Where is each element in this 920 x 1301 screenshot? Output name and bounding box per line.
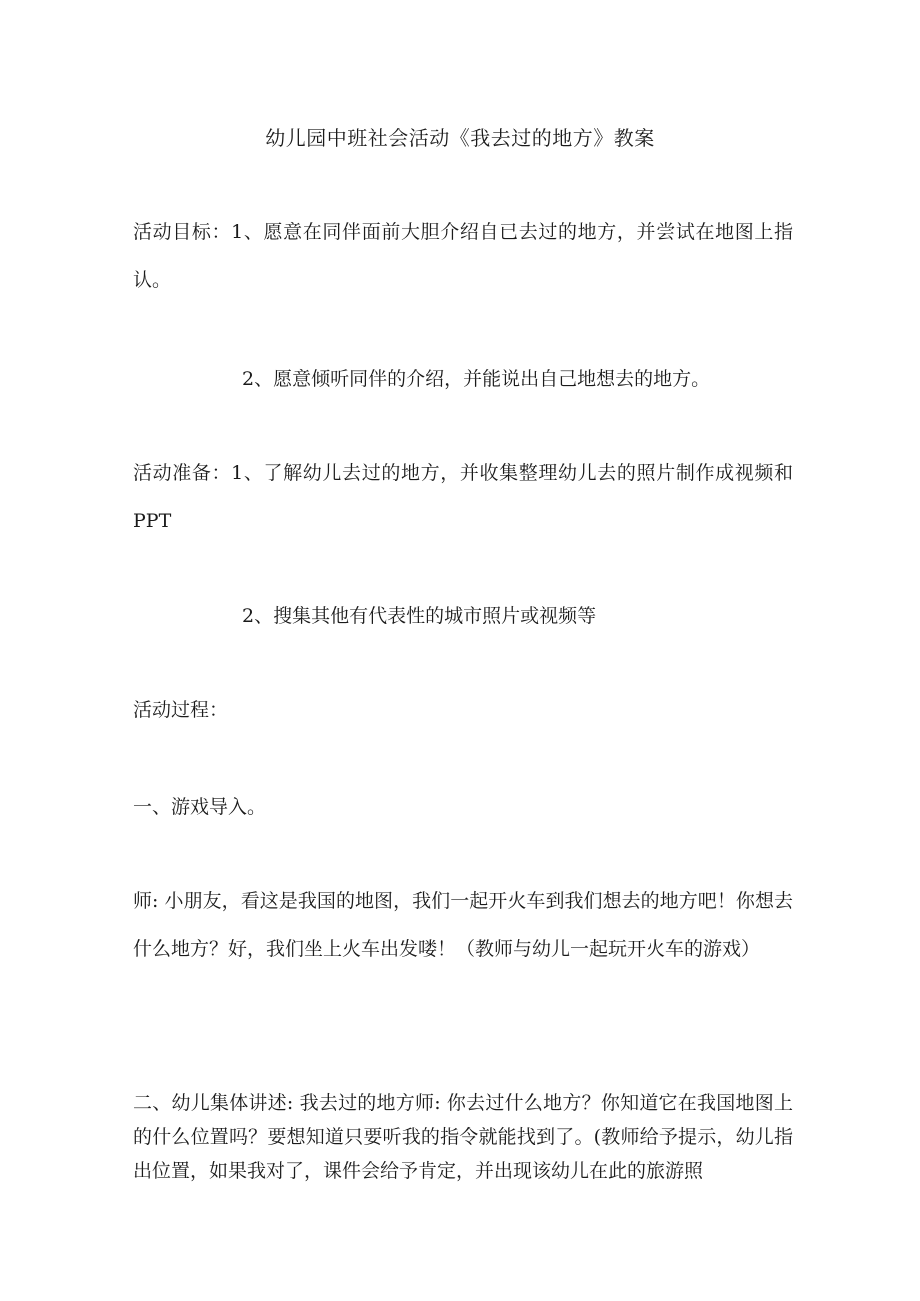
paragraph-activity-process-heading: 活动过程： — [133, 699, 229, 721]
paragraph-activity-prep-1: 活动准备：1、了解幼儿去过的地方，并收集整理幼儿去的照片制作成视频和PPT — [133, 462, 793, 532]
document-title: 幼儿园中班社会活动《我去过的地方》教案 — [265, 126, 655, 150]
section-heading-game-intro: 一、游戏导入。 — [133, 796, 267, 818]
paragraph-activity-prep-2: 2、搜集其他有代表性的城市照片或视频等 — [242, 605, 597, 627]
paragraph-activity-goal-1: 活动目标：1、愿意在同伴面前大胆介绍自已去过的地方，并尝试在地图上指认。 — [133, 221, 793, 291]
paragraph-teacher-intro: 师: 小朋友，看这是我国的地图，我们一起开火车到我们想去的地方吧！你想去什么地方？好，我们坐上火车出发喽！（教师与幼儿一起玩开火车的游戏） — [133, 890, 793, 960]
paragraph-group-narration: 二、幼儿集体讲述: 我去过的地方师: 你去过什么地方？你知道它在我国地图上的什么位置吗？要想知道只要听我的指令就能找到了。(教师给予提示，幼儿指出位置，如果我对了，课件会给予肯定，并出现该幼儿在此的旅游照 — [133, 1092, 793, 1182]
paragraph-activity-goal-2: 2、愿意倾听同伴的介绍，并能说出自己地想去的地方。 — [242, 368, 711, 390]
